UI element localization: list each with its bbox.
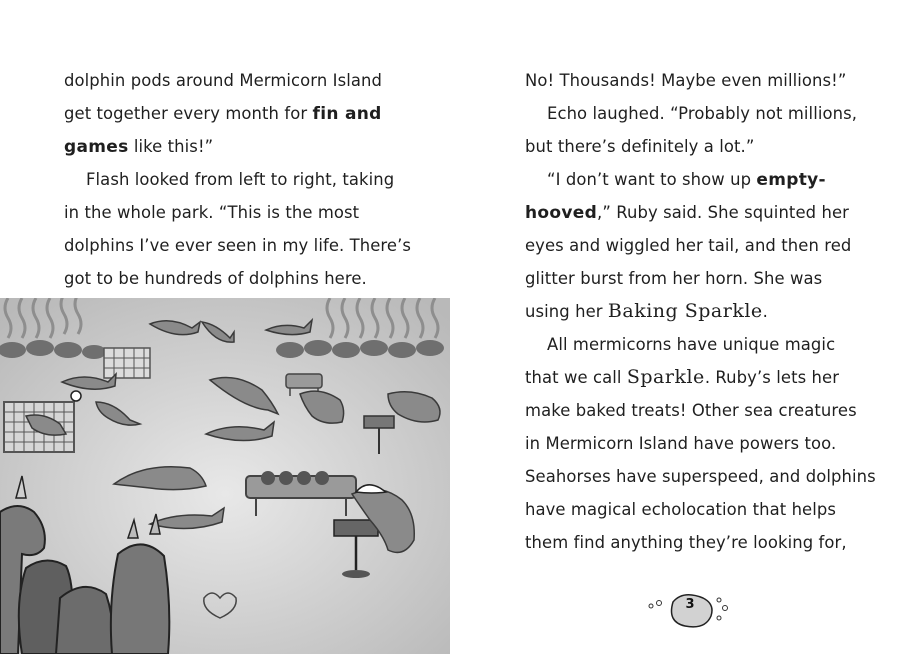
text-line bbox=[525, 196, 855, 229]
text-run: have magical echolocation that helps bbox=[525, 500, 837, 519]
text-run: No! Thousands! Maybe even millions!” bbox=[525, 71, 847, 90]
right-page bbox=[450, 0, 900, 654]
text-run: . bbox=[762, 302, 768, 321]
text-line bbox=[525, 460, 876, 493]
text-line bbox=[525, 130, 855, 163]
page-number: 3 bbox=[685, 597, 695, 612]
text-run: ,” Ruby said. She squinted her bbox=[597, 203, 849, 222]
emphasis-sparkle: Sparkle bbox=[626, 366, 705, 388]
illustration-svg bbox=[0, 298, 450, 654]
text-line bbox=[525, 295, 855, 328]
text-line bbox=[525, 427, 855, 460]
text-run: . Ruby’s lets her bbox=[704, 368, 840, 387]
text-line bbox=[64, 262, 394, 295]
soccer-ball bbox=[71, 391, 81, 401]
emphasis-bold: empty- bbox=[756, 170, 826, 190]
text-line bbox=[525, 163, 855, 196]
text-run: like this!” bbox=[128, 137, 214, 156]
text-line bbox=[525, 361, 855, 394]
text-run: Flash looked from left to right, taking bbox=[86, 170, 395, 189]
text-line bbox=[525, 262, 855, 295]
text-line bbox=[64, 97, 394, 130]
right-page-text bbox=[525, 64, 876, 559]
text-line bbox=[525, 229, 855, 262]
text-run: using her bbox=[525, 302, 608, 321]
text-run: dolphins I’ve ever seen in my life. There’s bbox=[64, 236, 412, 255]
text-line bbox=[64, 64, 394, 97]
text-line bbox=[525, 328, 855, 361]
text-run: get together every month for bbox=[64, 104, 313, 123]
text-run: but there’s definitely a lot.” bbox=[525, 137, 755, 156]
text-run: in the whole park. “This is the most bbox=[64, 203, 360, 222]
text-run: dolphin pods around Mermicorn Island bbox=[64, 71, 383, 90]
text-run: eyes and wiggled her tail, and then red bbox=[525, 236, 852, 255]
emphasis-bold: hooved bbox=[525, 203, 598, 223]
text-line bbox=[525, 394, 855, 427]
text-run: “I don’t want to show up bbox=[547, 170, 757, 189]
emphasis-sparkle: Baking Sparkle bbox=[607, 300, 763, 322]
text-run: that we call bbox=[525, 368, 627, 387]
text-line bbox=[64, 163, 394, 196]
text-run: in Mermicorn Island have powers too. bbox=[525, 434, 837, 453]
dolphin-park-illustration bbox=[0, 298, 450, 654]
text-run: Echo laughed. “Probably not millions, bbox=[547, 104, 858, 123]
page-number-badge bbox=[645, 588, 735, 628]
text-line bbox=[64, 130, 394, 163]
text-line bbox=[525, 526, 855, 559]
text-line bbox=[64, 196, 394, 229]
text-line bbox=[525, 493, 855, 526]
text-run: them find anything they’re looking for, bbox=[525, 533, 847, 552]
text-line bbox=[525, 97, 858, 130]
emphasis-bold: fin and bbox=[312, 104, 382, 124]
text-line bbox=[64, 229, 412, 262]
text-line bbox=[525, 64, 855, 97]
text-run: All mermicorns have unique magic bbox=[547, 335, 836, 354]
goal-net-back bbox=[104, 348, 150, 378]
text-run: Seahorses have superspeed, and dolphins bbox=[525, 467, 876, 486]
text-run: got to be hundreds of dolphins here. bbox=[64, 269, 367, 288]
emphasis-bold: games bbox=[64, 137, 129, 157]
text-run: make baked treats! Other sea creatures bbox=[525, 401, 857, 420]
left-page-text bbox=[64, 64, 412, 295]
text-run: glitter burst from her horn. She was bbox=[525, 269, 823, 288]
